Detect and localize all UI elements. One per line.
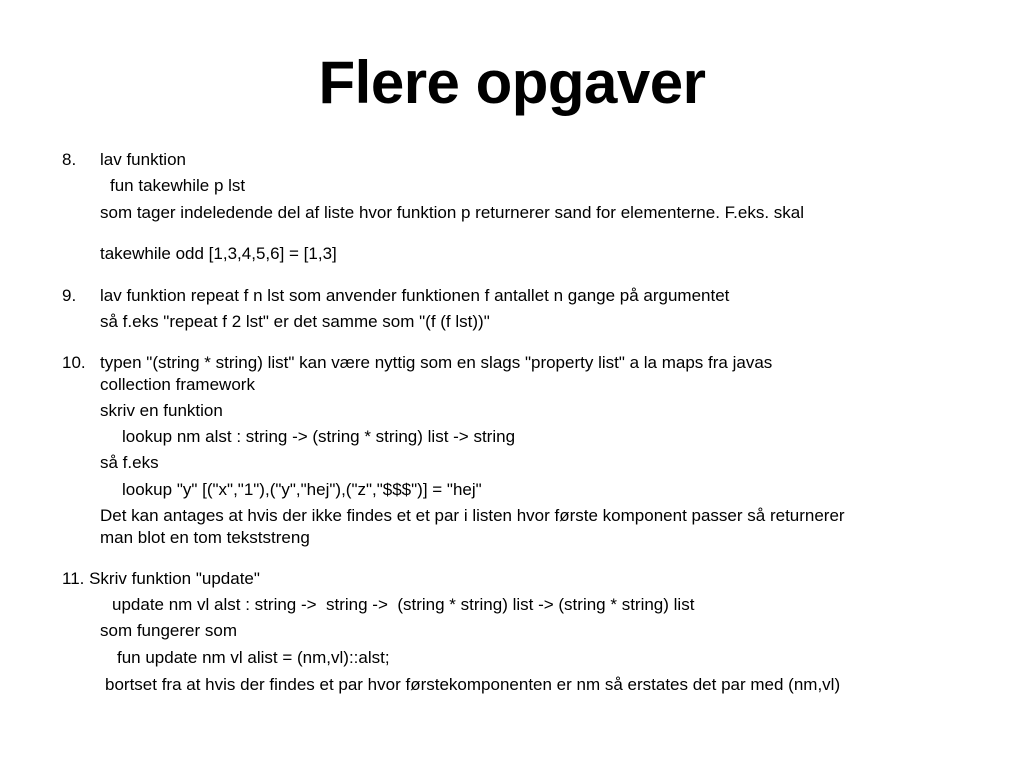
task-9-line-1: lav funktion repeat f n lst som anvender funktionen f antallet n gange på argumentet [100,286,730,305]
task-11-line-3: som fungerer som [100,621,237,640]
task-10-line-6: lookup "y" [("x","1"),("y","hej"),("z","$$$")] = "hej" [122,480,482,499]
task-11-line-5: bortset fra at hvis der findes et par hvor førstekomponenten er nm så erstates det par med (nm,vl) [105,675,841,694]
task-9-line-2: så f.eks "repeat f 2 lst" er det samme som "(f (f lst))" [100,312,490,331]
task-10-line-2: collection framework [100,375,255,394]
slide-title: Flere opgaver [318,49,706,116]
task-11-line-4: fun update nm vl alist = (nm,vl)::alst; [117,648,390,667]
task-10-line-1: typen "(string * string) list" kan være nyttig som en slags "property list" a la maps fra javas [100,353,773,372]
task-10-line-7: Det kan antages at hvis der ikke findes et et par i listen hvor første komponent passer så returnerer [100,506,845,525]
task-10-line-5: så f.eks [100,453,159,472]
task-8-line-3: som tager indeledende del af liste hvor funktion p returnerer sand for elementerne. F.eks. skal [100,203,804,222]
task-8-line-4: takewhile odd [1,3,4,5,6] = [1,3] [100,244,337,263]
task-11-line-1: 11. Skriv funktion "update" [62,569,260,588]
task-10-line-8: man blot en tom tekststreng [100,528,310,547]
task-10-line-4: lookup nm alst : string -> (string * string) list -> string [122,427,516,446]
task-8-line-1: lav funktion [100,150,186,169]
task-10-number: 10. [62,353,86,372]
task-9-number: 9. [62,286,77,305]
task-8-line-2: fun takewhile p lst [110,176,246,195]
task-8-number: 8. [62,150,77,169]
task-11-line-2: update nm vl alst : string -> string -> (string * string) list -> (string * string) list [112,595,695,614]
task-10-line-3: skriv en funktion [100,401,223,420]
